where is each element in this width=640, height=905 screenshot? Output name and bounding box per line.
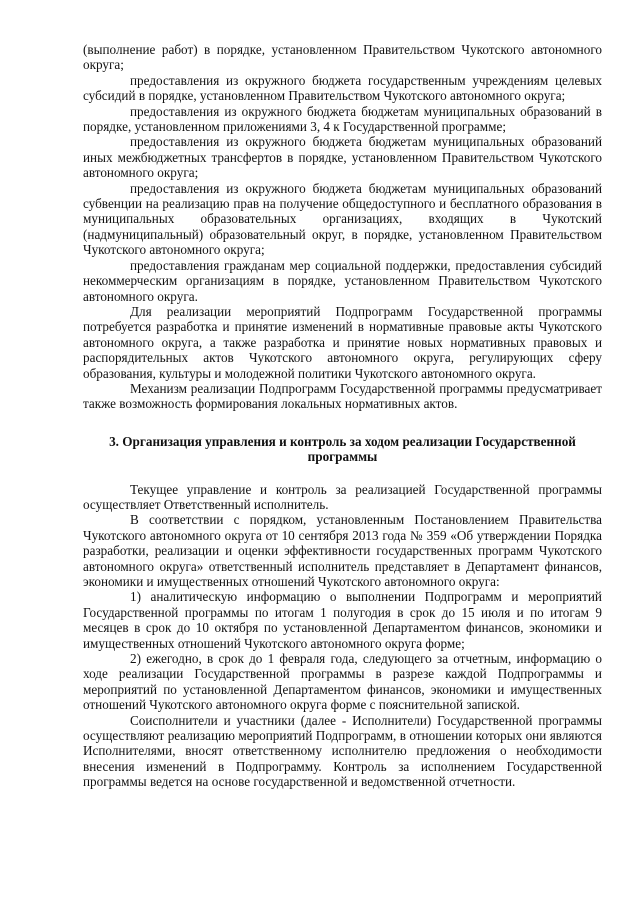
document-page [83, 42, 602, 790]
paragraph-subsidies-municipal: предоставления из окружного бюджета бюджетам муниципальных образований в порядке, установленном приложениями 3, 4 к Государственной программе; [83, 103, 602, 135]
paragraph-transfers: предоставления из окружного бюджета бюджетам муниципальных образований иных межбюджетных трансфертов в порядке, установленном Правительством Чукотского автономного округа; [83, 134, 602, 181]
paragraph-analytical-info: 1) аналитическую информацию о выполнении Подпрограмм и мероприятий Государственной программы по итогам 1 полугодия в срок до 15 июля и по итогам 9 месяцев в срок до 10 октября по установленной Департаментом финансов, экономики и имущественных отношений Чукотского автономного округа форме; [83, 589, 602, 651]
paragraph-local-acts: Механизм реализации Подпрограмм Государственной программы предусматривает также возможность формирования локальных нормативных актов. [83, 380, 602, 412]
paragraph-subsidies-institutions: предоставления из окружного бюджета государственным учреждениям целевых субсидий в порядке, установленном Правительством Чукотского автономного округа; [83, 72, 602, 104]
paragraph-continuation: (выполнение работ) в порядке, установленном Правительством Чукотского автономного округа; [83, 42, 602, 73]
section-heading [83, 434, 602, 465]
section-heading-line2: программы [307, 449, 378, 465]
paragraph-executors: Соисполнители и участники (далее - Исполнители) Государственной программы осуществляют реализацию мероприятий Подпрограмм, в отношении которых они являются Исполнителями, вносят ответственному исполнителю предложения о необходимости внесения изменений в Подпрограмму. Контроль за исполнением Государственной программы ведется на основе государственной и ведомственной отчетности. [83, 712, 602, 790]
paragraph-social-support: предоставления гражданам мер социальной поддержки, предоставления субсидий некоммерческим организациям в порядке, установленном Правительством Чукотского автономного округа. [83, 257, 602, 304]
paragraph-subvention: предоставления из окружного бюджета бюджетам муниципальных образований субвенции на реализацию прав на получение общедоступного и бесплатного образования в муниципальных образовательных организациях, входящих в Чукотский (надмуниципальный) образовательный округ, в порядке, установленном Правительством Чукотского автономного округа; [83, 180, 602, 258]
paragraph-regulatory-acts: Для реализации мероприятий Подпрограмм Государственной программы потребуется разработка и принятие изменений в нормативные правовые акты Чукотского автономного округа, а также разработка и принятие новых нормативных правовых и распорядительных актов Чукотского автономного округа, регулирующих сферу образования, культуры и молодежной политики Чукотского автономного округа. [83, 303, 602, 381]
section-heading-line1: 3. Организация управления и контроль за ходом реализации Государственной [109, 433, 576, 449]
paragraph-management: Текущее управление и контроль за реализацией Государственной программы осуществляет Ответственный исполнитель. [83, 481, 602, 512]
paragraph-annual-info: 2) ежегодно, в срок до 1 февраля года, следующего за отчетным, информацию о ходе реализации Государственной программы в разрезе каждой Подпрограммы и мероприятий по установленной Департаментом финансов, экономики и имущественных отношений Чукотского автономного округа форме с пояснительной запиской. [83, 651, 602, 713]
paragraph-procedure: В соответствии с порядком, установленным Постановлением Правительства Чукотского автономного округа от 10 сентября 2013 года № 359 «Об утверждении Порядка разработки, реализации и оценки эффективности государственных программ Чукотского автономного округа» ответственный исполнитель представляет в Департамент финансов, экономики и имущественных отношений Чукотского автономного округа: [83, 512, 602, 589]
